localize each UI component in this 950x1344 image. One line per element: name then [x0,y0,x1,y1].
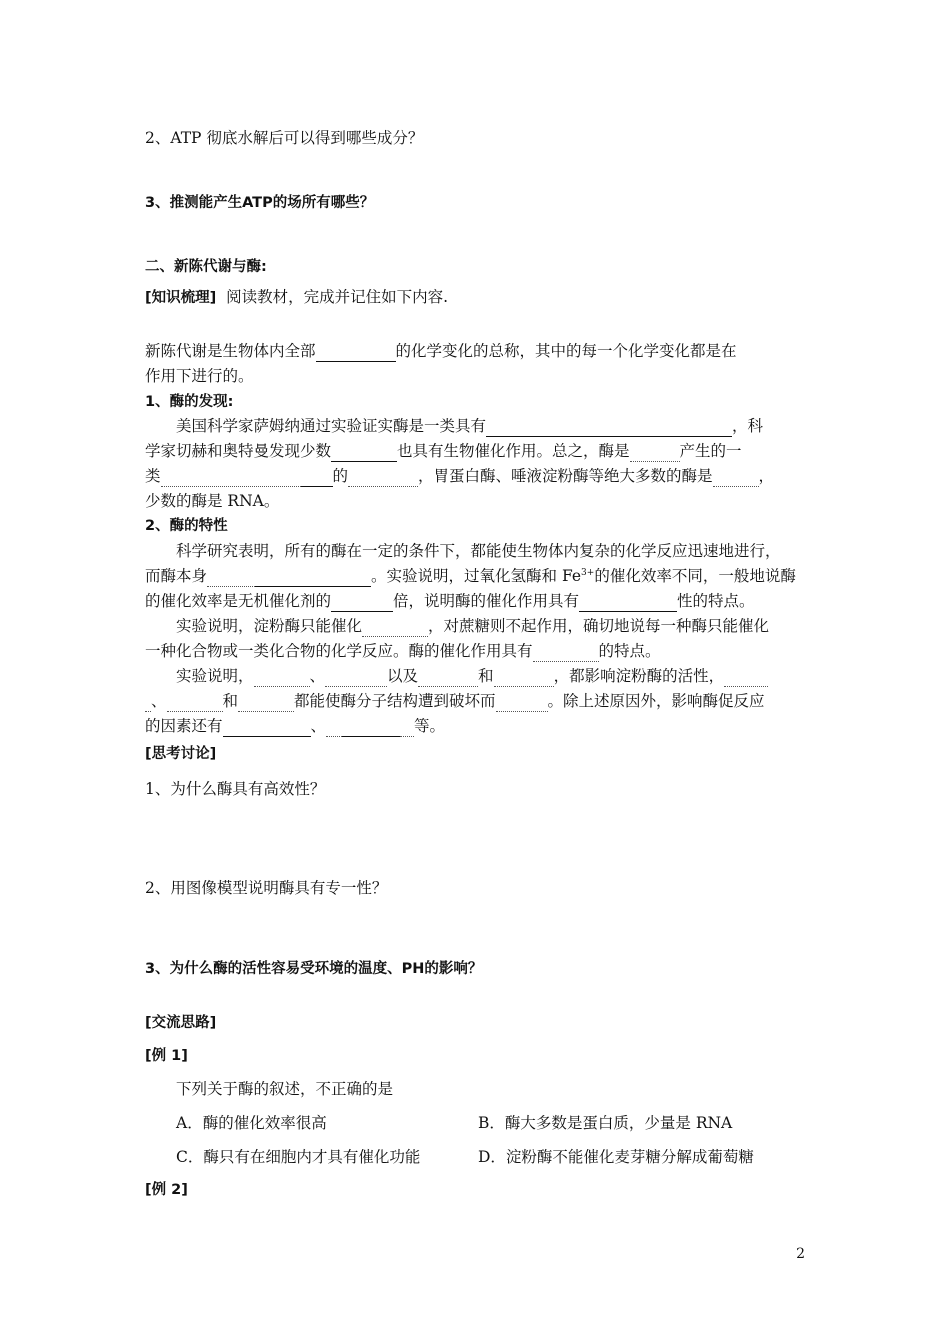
text: 、 [309,667,326,685]
text: 、 [310,717,327,735]
text: 性的特点。 [677,592,755,610]
discussion-question-2: 2、用图像模型说明酶具有专一性？ [145,879,388,897]
text: 以及 [387,667,419,685]
text: ，科 [732,417,764,435]
text: 都能使酶分子结构遭到破坏而 [294,692,496,710]
text: ，胃蛋白酶、唾液淀粉酶等绝大多数的酶是 [418,467,713,485]
text: 产生的一 [679,442,742,460]
discussion-question-1: 1、为什么酶具有高效性？ [145,780,326,798]
fill-blank[interactable] [255,566,371,587]
text: 实验说明，淀粉酶只能催化 [176,617,363,635]
fill-blank[interactable] [167,691,223,712]
fill-blank[interactable] [342,716,400,737]
option-d[interactable]: D．淀粉酶不能催化麦芽糖分解成葡萄糖 [478,1148,754,1166]
fill-blank[interactable] [494,666,554,687]
option-b[interactable]: B．酶大多数是蛋白质，少量是 RNA [478,1114,733,1132]
option-a[interactable]: A．酶的催化效率很高 [176,1114,327,1132]
text: 类 [145,467,161,485]
paragraph-properties-line1: 科学研究表明，所有的酶在一定的条件下，都能使生物体内复杂的化学反应迅速地进行， [176,542,781,560]
knowledge-heading [145,287,448,308]
text: 学家切赫和奥特曼发现少数 [145,442,332,460]
text: 的化学变化的总称，其中的每一个化学变化都是在 [395,342,737,360]
fill-blank[interactable] [486,416,732,437]
example-1-stem: 下列关于酶的叙述，不正确的是 [176,1080,394,1098]
fill-blank[interactable] [325,666,387,687]
question-atp-hydrolysis: 2、ATP 彻底水解后可以得到哪些成分？ [145,129,424,147]
paragraph-factors-line2 [145,691,765,712]
fill-blank[interactable] [630,441,680,462]
example-1-label: [例 1] [145,1048,188,1064]
fill-blank[interactable] [207,566,255,587]
text: 的催化效率不同，一般地说酶 [594,567,796,585]
fill-blank[interactable] [331,441,397,462]
fill-blank[interactable] [418,666,478,687]
text: 。实验说明，过氧化氢酶和 Fe [371,567,582,585]
text: 一种化合物或一类化合物的化学反应。酶的催化作用具有 [145,642,533,660]
fill-blank[interactable] [326,716,342,737]
paragraph-discovery-line4: 少数的酶是 RNA。 [145,492,280,510]
fill-blank[interactable] [348,466,418,487]
fill-blank[interactable] [362,616,428,637]
text: ，对蔗糖则不起作用，确切地说每一种酶只能催化 [428,617,770,635]
fill-blank[interactable] [533,641,599,662]
paragraph-factors-line3 [145,716,445,737]
fill-blank[interactable] [400,716,414,737]
text: 和 [478,667,494,685]
fill-blank[interactable] [161,466,301,487]
heading-enzyme-properties: 2、酶的特性 [145,518,228,534]
text: 美国科学家萨姆纳通过实验证实酶是一类具有 [176,417,487,435]
fill-blank[interactable] [301,466,333,487]
fill-blank[interactable] [579,591,677,612]
superscript: 3+ [581,568,595,578]
paragraph-metabolism-line1 [145,341,737,362]
section-title-metabolism-enzyme: 二、新陈代谢与酶: [145,259,267,275]
text: 而酶本身 [145,567,208,585]
option-c[interactable]: C．酶只有在细胞内才具有催化功能 [176,1148,421,1166]
paragraph-metabolism-line2: 作用下进行的。 [145,367,254,385]
fill-blank[interactable] [713,466,759,487]
exchange-label: [交流思路] [145,1015,217,1031]
fill-blank[interactable] [331,591,393,612]
text: ，都影响淀粉酶的活性， [553,667,725,685]
fill-blank[interactable] [254,666,310,687]
paragraph-properties-line2 [145,566,796,587]
text: 的催化效率是无机催化剂的 [145,592,332,610]
paragraph-specificity-line1 [176,616,769,637]
example-2-label: [例 2] [145,1182,188,1198]
paragraph-factors-line1 [176,666,768,687]
text: 的特点。 [598,642,661,660]
fill-blank[interactable] [316,341,396,362]
text: 倍，说明酶的催化作用具有 [393,592,580,610]
page-number: 2 [796,1246,805,1262]
paragraph-discovery-line2 [145,441,742,462]
paragraph-specificity-line2 [145,641,661,662]
text: 、 [151,692,167,710]
question-atp-sites: 3、推测能产生ATP的场所有哪些？ [145,195,375,211]
heading-enzyme-discovery: 1、酶的发现: [145,394,234,410]
text: 等。 [414,717,446,735]
discussion-label: [思考讨论] [145,746,217,762]
paragraph-properties-line3 [145,591,755,612]
knowledge-label: [知识梳理] [145,290,217,306]
fill-blank[interactable] [496,691,548,712]
fill-blank[interactable] [223,716,311,737]
knowledge-instruction: 阅读教材，完成并记住如下内容. [226,288,449,306]
discussion-question-3: 3、为什么酶的活性容易受环境的温度、PH的影响？ [145,961,483,977]
paragraph-discovery-line3 [145,466,774,487]
text: 和 [222,692,239,710]
fill-blank[interactable] [238,691,294,712]
text: 的因素还有 [145,717,223,735]
text: 新陈代谢是生物体内全部 [145,342,316,360]
text: 实验说明， [176,667,254,685]
paragraph-discovery-line1 [176,416,763,437]
fill-blank[interactable] [724,666,768,687]
text: 。除上述原因外，影响酶促反应 [547,692,765,710]
text: 也具有生物催化作用。总之，酶是 [397,442,630,460]
text: 的 [332,467,349,485]
text: ， [758,467,775,485]
